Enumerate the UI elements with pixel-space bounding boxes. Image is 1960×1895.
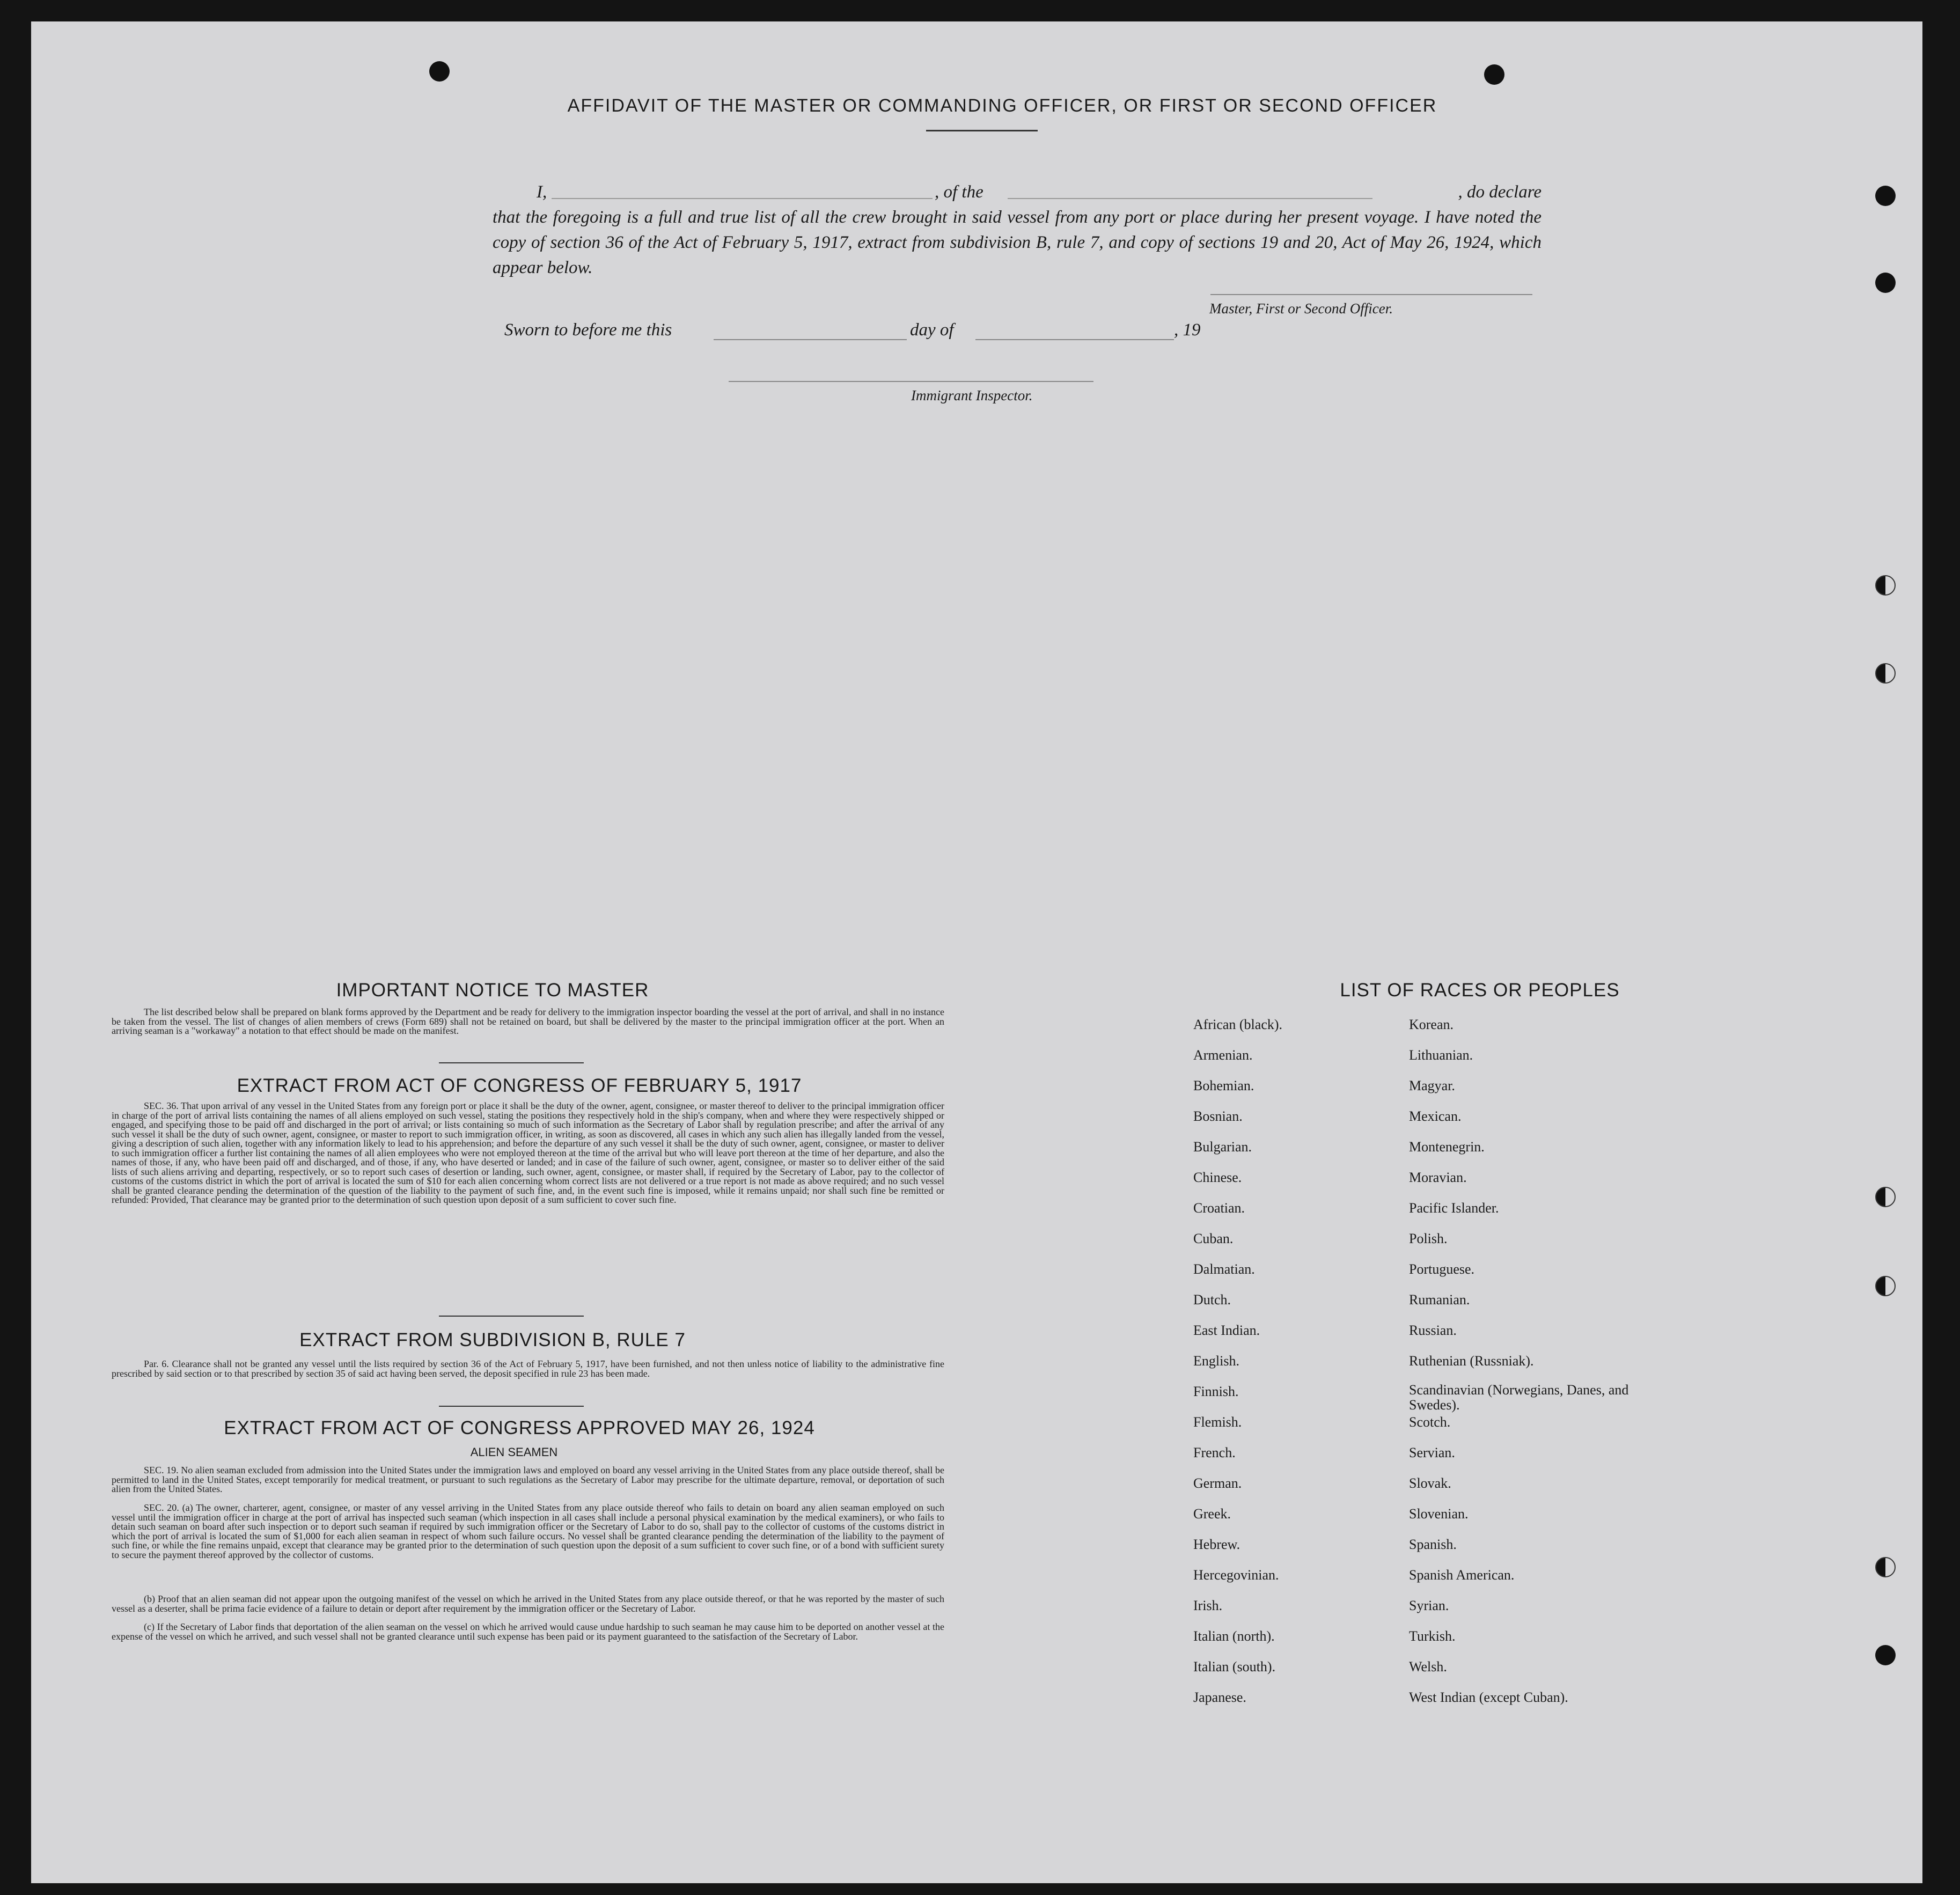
declaration-mid: , of the [935,182,983,202]
title-rule [926,130,1038,131]
race-item: Bulgarian. [1193,1139,1252,1155]
race-item: Dalmatian. [1193,1261,1255,1277]
name-blank-line [552,198,933,199]
declaration-end: , do declare [1458,182,1541,202]
race-item: Italian (south). [1193,1659,1276,1674]
section-rule [439,1062,584,1063]
inspector-line [729,381,1093,382]
signature-line [1210,294,1532,295]
race-item: Spanish. [1409,1537,1457,1552]
race-item: Italian (north). [1193,1628,1275,1644]
race-item: Hebrew. [1193,1537,1240,1552]
race-item: Magyar. [1409,1078,1455,1093]
race-item: Turkish. [1409,1628,1456,1644]
race-item: Japanese. [1193,1690,1246,1705]
race-item: French. [1193,1445,1236,1460]
race-item: Polish. [1409,1231,1448,1246]
race-item: Scandinavian (Norwegians, Danes, and Swedes). [1409,1382,1629,1413]
race-item: Bosnian. [1193,1108,1243,1124]
race-item: African (black). [1193,1017,1283,1032]
race-item: Greek. [1193,1506,1231,1522]
race-item: Spanish American. [1409,1567,1515,1583]
extract-1924-sec20c: (c) If the Secretary of Labor finds that deportation of the alien seaman on the vessel on which he arrived would cause undue hardship to such seaman he may cause him to be deported on another vessel at the expense of the vessel on which he arrived, and such vessel shall not be granted clearance until such expense has been paid or its payment guaranteed to the satisfaction of the Secretary of Labor. [112,1621,944,1642]
race-item: English. [1193,1353,1239,1369]
race-item: Moravian. [1409,1170,1467,1185]
race-item: Rumanian. [1409,1292,1470,1308]
punch-hole [1875,1276,1896,1296]
race-item: Slovak. [1409,1475,1451,1491]
affidavit-title: AFFIDAVIT OF THE MASTER OR COMMANDING OFFICER, OR FIRST OR SECOND OFFICER [567,96,1437,116]
punch-hole [1875,663,1896,684]
race-item: Hercegovinian. [1193,1567,1279,1583]
extract-rule7-title: EXTRACT FROM SUBDIVISION B, RULE 7 [299,1330,686,1350]
race-item: Chinese. [1193,1170,1242,1185]
race-item: Croatian. [1193,1200,1245,1216]
punch-hole [1484,64,1504,85]
race-item: Montenegrin. [1409,1139,1485,1155]
notice-title: IMPORTANT NOTICE TO MASTER [336,980,649,1001]
punch-hole [429,61,450,82]
day-of-text: day of [910,320,954,340]
extract-1917-title: EXTRACT FROM ACT OF CONGRESS OF FEBRUARY 5, 1917 [237,1075,802,1096]
declaration-text [493,180,1541,281]
race-item: Finnish. [1193,1384,1239,1399]
document-page [31,21,1922,1883]
extract-rule7-body: Par. 6. Clearance shall not be granted any vessel until the lists required by section 36 of the Act of February 5, 1917, have been furnished, and not then unless notice of liability to the administrative fine prescribed by said section or to that prescribed by section 35 of said act having been served, the deposit specified in rule 23 has been made. [112,1358,944,1379]
races-column-2 [1409,1016,1634,1719]
race-item: Servian. [1409,1445,1455,1460]
extract-1924-sec19: SEC. 19. No alien seaman excluded from admission into the United States under the immigration laws and employed on board any vessel arriving in the United States from any place outside thereof, shall be permitted to land in the United States, except temporarily for medical treatment, or pursuant to such regulations as the Secretary of Labor may prescribe for the ultimate departure, removal, or deportation of such alien from the United States. [112,1465,944,1494]
declaration-start: I, [537,182,547,202]
race-item: Syrian. [1409,1598,1449,1613]
race-item: German. [1193,1475,1242,1491]
race-item: Mexican. [1409,1108,1462,1124]
race-item: Irish. [1193,1598,1223,1613]
race-item: Cuban. [1193,1231,1234,1246]
race-item: Ruthenian (Russniak). [1409,1353,1534,1369]
race-item: Korean. [1409,1017,1454,1032]
inspector-label: Immigrant Inspector. [911,387,1033,403]
vessel-blank-line [1008,198,1372,199]
signature-label: Master, First or Second Officer. [1209,300,1393,317]
extract-1924-sec20a: SEC. 20. (a) The owner, charterer, agent, consignee, or master of any vessel arriving in the United States from any place outside thereof who fails to detain on board any alien seaman employed on such vessel until the immigration officer in charge at the port of arrival has inspected such seaman (which inspection in all cases shall include a personal physical examination by the medical examiners), or who fails to detain such seaman on board after such inspection or to deport such seaman if required by such immigration officer or the Secretary of Labor to do so, shall pay to the collector of customs of the customs district in which the port of arrival is located the sum of $1,000 for each alien seaman in respect of whom such failure occurs. No vessel shall be granted clearance pending the determination of the liability to the payment of such fine, or while the fine remains unpaid, except that clearance may be granted prior to the determination of such question upon the deposit of a sum sufficient to cover such fine, or of a bond with sufficient surety to secure the payment thereof approved by the collector of customs. [112,1502,944,1560]
race-item: Dutch. [1193,1292,1231,1308]
races-column-1 [1193,1016,1397,1719]
sworn-text: Sworn to before me this [504,320,672,340]
sworn-day-line [714,339,907,340]
notice-body: The list described below shall be prepared on blank forms approved by the Department and be ready for delivery to the immigration inspector boarding the vessel at the port of arrival, and shall in no instance be taken from the vessel. The list of changes of alien members of crews (Form 689) shall not be retained on board, but shall be delivered by the master to the principal immigration officer at the port. When an arriving seaman is a "workaway" a notation to that effect should be made on the manifest. [112,1007,944,1036]
section-rule [439,1406,584,1407]
extract-1917-body: SEC. 36. That upon arrival of any vessel in the United States from any foreign port or place it shall be the duty of the owner, agent, consignee, or master thereof to deliver to the principal immigration officer in charge of the port of arrival lists containing the names of all aliens employed on such vessel, stating the positions they respectively hold in the ship's company, when and where they were respectively shipped or engaged, and specifying those to be paid off and discharged in the port of arrival; or lists containing so much of such information as the Secretary of Labor shall by regulation prescribe; and after the arrival of any such vessel it shall be the duty of such owner, agent, consignee, or master to report to such immigration officer, in writing, as soon as discovered, all cases in which any such alien has illegally landed from the vessel, giving a description of such alien, together with any information likely to lead to his apprehension; and before the departure of any such vessel it shall be the duty of such owner, agent, consignee, or master to deliver to such immigration officer a further list containing the names of all alien employees who were not employed thereon at the time of the arrival but who will leave port thereon at the time of her departure, and also the names of those, if any, who have been paid off and discharged, and of those, if any, who have deserted or landed; and in case of the failure of such owner, agent, consignee, or master so to deliver either of the said lists of such aliens arriving and departing, respectively, or so to report such cases of desertion or landing, such owner, agent, consignee, or master shall, if required by the Secretary of Labor, pay to the collector of customs of the customs district in which the port of arrival is located the sum of $10 for each alien concerning whom correct lists are not delivered or a true report is not made as above required; and no such vessel shall be granted clearance pending the determination of the question of the liability to the payment of such fine, and, in the event such fine is imposed, while it remains unpaid; nor shall such fine be remitted or refunded: Provided, That clearance may be granted prior to the determination of such question upon deposit of a sum sufficient to cover such fine. [112,1100,944,1205]
year-prefix: , 19 [1174,320,1201,340]
extract-1924-sec20b: (b) Proof that an alien seaman did not appear upon the outgoing manifest of the vessel on which he arrived in the United States from any place outside thereof, or that he was reported by the master of such vessel as a deserter, shall be prima facie evidence of a failure to detain or deport after requirement by the immigration officer or the Secretary of Labor. [112,1593,944,1614]
punch-hole [1875,1187,1896,1207]
race-item: Russian. [1409,1323,1457,1338]
race-item: Slovenian. [1409,1506,1469,1522]
race-item: Lithuanian. [1409,1047,1473,1063]
punch-hole [1875,186,1896,206]
race-item: East Indian. [1193,1323,1260,1338]
race-item: Armenian. [1193,1047,1253,1063]
race-item: Bohemian. [1193,1078,1254,1093]
race-item: Pacific Islander. [1409,1200,1499,1216]
race-item: Scotch. [1409,1414,1451,1430]
punch-hole [1875,575,1896,596]
extract-1924-title: EXTRACT FROM ACT OF CONGRESS APPROVED MAY 26, 1924 [224,1417,815,1438]
punch-hole [1875,1557,1896,1577]
races-title: LIST OF RACES OR PEOPLES [1340,980,1620,1001]
race-item: Welsh. [1409,1659,1447,1674]
race-item: Flemish. [1193,1414,1242,1430]
section-rule [439,1316,584,1317]
sworn-month-line [975,339,1174,340]
punch-hole [1875,273,1896,293]
declaration-body: that the foregoing is a full and true list of all the crew brought in said vessel from any port or place during her present voyage. I have noted the copy of section 36 of the Act of February 5, 1917, extract from subdivision B, rule 7, and copy of sections 19 and 20, Act of May 26, 1924, which appear below. [493,208,1541,277]
punch-hole [1875,1645,1896,1665]
race-item: Portuguese. [1409,1261,1475,1277]
extract-1924-subtitle: ALIEN SEAMEN [470,1445,558,1459]
race-item: West Indian (except Cuban). [1409,1690,1568,1705]
